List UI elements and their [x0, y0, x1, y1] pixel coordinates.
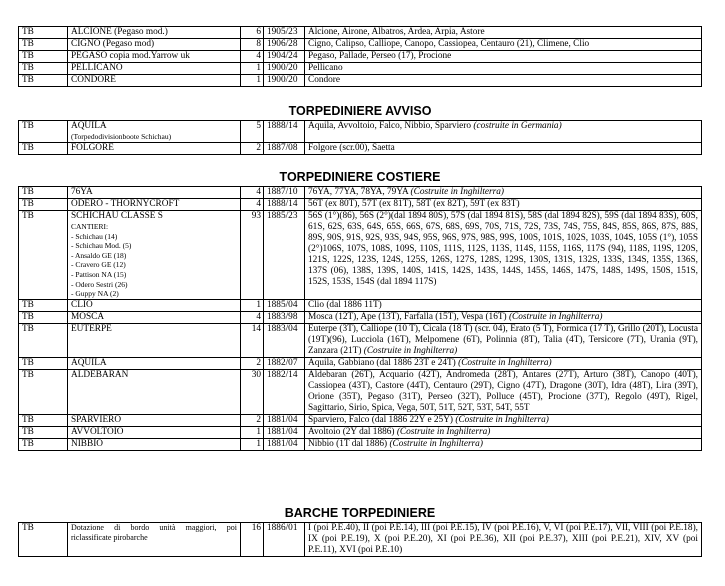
barche-table — [18, 522, 702, 557]
ships-text: Sparviero, Falco (dal 1886 22Y e 25Y) — [308, 414, 454, 425]
type-cell: TB — [19, 323, 68, 357]
class-cell: CIGNO (Pegaso mod) — [68, 39, 241, 51]
origin-note: (Costruite in Inghilterra) — [458, 357, 552, 368]
section-title-barche: BARCHE TORPEDINIERE — [284, 506, 436, 520]
origin-note: (Costruite in Inghilterra) — [363, 345, 458, 356]
class-cell: AVVOLTOIO — [68, 426, 241, 438]
shipyard-line: - Schichau (14) — [71, 231, 118, 241]
table-row — [19, 27, 702, 39]
class-cell: Dotazione di bordo unità maggiori, poi riclassificate pirobarche — [68, 523, 241, 557]
origin-note: (Costruite in Inghilterra) — [396, 426, 491, 437]
ships-cell: 56T (ex 80T), 57T (ex 81T), 58T (ex 82T), 59T (ex 83T) — [305, 199, 702, 211]
years-cell: 1885/23 — [264, 211, 305, 300]
class-cell: FOLGORE — [68, 142, 241, 154]
table-row — [19, 414, 702, 426]
table-row — [19, 187, 702, 199]
origin-note: (costruite in Germania) — [473, 121, 562, 131]
ships-cell: Pellicano — [305, 63, 702, 75]
type-cell: TB — [19, 121, 68, 143]
years-cell: 1883/98 — [264, 311, 305, 323]
type-cell: TB — [19, 523, 68, 557]
type-cell: TB — [19, 357, 68, 369]
ships-cell — [305, 414, 702, 426]
type-cell: TB — [19, 199, 68, 211]
table-row — [19, 369, 702, 414]
origin-note: (Costruite in Inghilterra) — [389, 438, 483, 449]
shipyard-line: - Cravero GE (12) — [71, 260, 126, 270]
origin-note: (Costruite in Inghilterra) — [410, 187, 505, 197]
ships-cell: Clio (dal 1886 11T) — [305, 299, 702, 311]
type-cell: TB — [19, 51, 68, 63]
years-cell: 1888/14 — [264, 199, 305, 211]
years-cell: 1881/04 — [264, 438, 305, 450]
ships-cell: Aldebaran (26T), Acquario (42T), Andromeda (28T), Antares (27T), Arturo (38T), Canopo (40T), Cassiopea (43T), Castore (44T), Centauro (29T), Cigno (47T), Dragone (30T), Idra (48T), Lira (39T), Orione (35T), Pegaso (31T), Perseo (32T), Polluce (45T), Procione (37T), Regolo (49T), Rigel, Sagittario, Sirio, Spica, Vega, 50T, 51T, 52T, 53T, 54T, 55T — [305, 369, 702, 414]
section-title-avviso: TORPEDINIERE AVVISO — [288, 104, 432, 118]
ships-cell — [305, 323, 702, 357]
count-cell: 4 — [241, 311, 264, 323]
ships-text: Euterpe (3T), Calliope (10 T), Cicala (18 T) (scr. 04), Erato (5 T), Formica (17 T), Grillo (20T), Locusta (19T)(96), Lucciola (16T), Melpomene (6T), Polinnia (8T), Talia (4T), Tersicore (7T), Urania (9T), Zanzara (21T) — [308, 323, 698, 356]
ships-cell — [305, 311, 702, 323]
table-row — [19, 323, 702, 357]
class-cell: ALCIONE (Pegaso mod.) — [68, 27, 241, 39]
ships-cell: Condore — [305, 75, 702, 87]
shipyard-line: CANTIERI: — [71, 222, 109, 231]
years-cell: 1885/04 — [264, 299, 305, 311]
count-cell: 4 — [241, 199, 264, 211]
years-cell: 1905/23 — [264, 27, 305, 39]
count-cell: 16 — [241, 523, 264, 557]
class-cell: 76YA — [68, 187, 241, 199]
count-cell: 1 — [241, 299, 264, 311]
count-cell: 1 — [241, 426, 264, 438]
shipyards-list — [71, 222, 237, 299]
type-cell: TB — [19, 27, 68, 39]
years-cell: 1900/20 — [264, 63, 305, 75]
years-cell: 1883/04 — [264, 323, 305, 357]
class-cell: EUTERPE — [68, 323, 241, 357]
count-cell: 2 — [241, 414, 264, 426]
table-row — [19, 357, 702, 369]
ships-cell — [305, 121, 702, 143]
class-cell: CLIO — [68, 299, 241, 311]
class-cell: PEGASO copia mod.Yarrow uk — [68, 51, 241, 63]
count-cell: 5 — [241, 121, 264, 143]
ships-cell — [305, 426, 702, 438]
class-cell: MOSCA — [68, 311, 241, 323]
ships-cell: 56S (1°)(86), 56S (2°)(dal 1894 80S), 57S (dal 1894 81S), 58S (dal 1894 82S), 59S (dal 1894 83S), 60S, 61S, 62S, 63S, 64S, 65S, 66S, 67S, 68S, 69S, 70S, 71S, 72S, 73S, 74S, 75S, 84S, 85S, 86S, 87S, 88S, 89S, 90S, 91S, 92S, 93S, 94S, 95S, 96S, 97S, 98S, 99S, 100S, 101S, 102S, 103S, 104S, 105S (1°), 105S (2°)106S, 107S, 108S, 109S, 110S, 111S, 112S, 113S, 114S, 115S, 116S, 117S (94), 118S, 119S, 120S, 121S, 122S, 123S, 124S, 125S, 126S, 127S, 128S, 129S, 130S, 131S, 132S, 133S, 134S, 135S, 136S, 137S (06), 138S, 139S, 140S, 141S, 142S, 143S, 144S, 145S, 146S, 147S, 148S, 149S, 150S, 151S, 152S, 153S, 154S (dal 1894 117S) — [305, 211, 702, 300]
table-row — [19, 75, 702, 87]
count-cell: 2 — [241, 357, 264, 369]
class-cell: ODERO - THORNYCROFT — [68, 199, 241, 211]
type-cell: TB — [19, 63, 68, 75]
ships-cell: Alcione, Airone, Albatros, Ardea, Arpia, Astore — [305, 27, 702, 39]
years-cell: 1886/01 — [264, 523, 305, 557]
type-cell: TB — [19, 438, 68, 450]
class-name: AQUILA — [71, 121, 107, 131]
years-cell: 1906/28 — [264, 39, 305, 51]
table-row — [19, 51, 702, 63]
class-cell — [68, 211, 241, 300]
type-cell: TB — [19, 211, 68, 300]
count-cell: 1 — [241, 438, 264, 450]
avviso-table — [18, 120, 702, 155]
years-cell: 1882/07 — [264, 357, 305, 369]
table-row — [19, 63, 702, 75]
table-row — [19, 438, 702, 450]
class-cell: CONDORE — [68, 75, 241, 87]
count-cell: 6 — [241, 27, 264, 39]
torpedo-boats-table — [18, 26, 702, 87]
shipyard-line: - Pattison NA (15) — [71, 269, 127, 279]
class-cell: NIBBIO — [68, 438, 241, 450]
count-cell: 93 — [241, 211, 264, 300]
ships-text: Mosca (12T), Ape (13T), Farfalla (15T), Vespa (16T) — [308, 311, 507, 322]
class-cell: ALDEBARAN — [68, 369, 241, 414]
table-row — [19, 299, 702, 311]
ships-text: Aquila, Avvoltoio, Falco, Nibbio, Sparviero — [308, 121, 472, 131]
class-subtitle: (Torpedodivisionboote Schichau) — [71, 132, 172, 141]
type-cell: TB — [19, 426, 68, 438]
table-row — [19, 523, 702, 557]
section-title-costiere: TORPEDINIERE COSTIERE — [279, 170, 441, 184]
years-cell: 1887/08 — [264, 142, 305, 154]
years-cell: 1900/20 — [264, 75, 305, 87]
years-cell: 1888/14 — [264, 121, 305, 143]
count-cell: 2 — [241, 142, 264, 154]
ships-text: 76YA, 77YA, 78YA, 79YA — [308, 187, 409, 197]
table-row — [19, 142, 702, 154]
table-row — [19, 39, 702, 51]
years-cell: 1881/04 — [264, 414, 305, 426]
origin-note: (Costruite in Inghilterra) — [455, 414, 549, 425]
ships-cell: I (poi P.E.40), II (poi P.E.14), III (poi P.E.15), IV (poi P.E.16), V, VI (poi P.E.17), VII, VIII (poi P.E.18), IX (poi P.E.19), X (poi P.E.20), XI (poi P.E.36), XII (poi P.E.37), XIII (poi P.E.21), XIV, XV (poi P.E.11), XVI (poi P.E.10) — [305, 523, 702, 557]
shipyard-line: - Ansaldo GE (18) — [71, 250, 127, 260]
ships-cell: Cigno, Calipso, Calliope, Canopo, Cassiopea, Centauro (21), Climene, Clio — [305, 39, 702, 51]
ships-cell — [305, 187, 702, 199]
type-cell: TB — [19, 142, 68, 154]
type-cell: TB — [19, 369, 68, 414]
class-cell: SPARVIERO — [68, 414, 241, 426]
ships-cell — [305, 357, 702, 369]
type-cell: TB — [19, 414, 68, 426]
count-cell: 1 — [241, 75, 264, 87]
count-cell: 8 — [241, 39, 264, 51]
count-cell: 1 — [241, 63, 264, 75]
count-cell: 30 — [241, 369, 264, 414]
shipyard-line: - Odero Sestri (26) — [71, 279, 128, 289]
shipyard-line: - Schichau Mod. (5) — [71, 241, 132, 251]
years-cell: 1881/04 — [264, 426, 305, 438]
type-cell: TB — [19, 311, 68, 323]
count-cell: 14 — [241, 323, 264, 357]
type-cell: TB — [19, 299, 68, 311]
table-row — [19, 199, 702, 211]
count-cell: 4 — [241, 187, 264, 199]
table-row — [19, 426, 702, 438]
class-cell: PELLICANO — [68, 63, 241, 75]
type-cell: TB — [19, 75, 68, 87]
years-cell: 1904/24 — [264, 51, 305, 63]
costiere-table — [18, 186, 702, 451]
ships-cell — [305, 438, 702, 450]
table-row — [19, 121, 702, 143]
years-cell: 1887/10 — [264, 187, 305, 199]
type-cell: TB — [19, 187, 68, 199]
years-cell: 1882/14 — [264, 369, 305, 414]
ships-text: Nibbio (1T dal 1886) — [308, 438, 388, 449]
count-cell: 4 — [241, 51, 264, 63]
shipyard-line: - Guppy NA (2) — [71, 289, 119, 299]
origin-note: (Costruite in Inghilterra) — [508, 311, 603, 322]
table-row — [19, 311, 702, 323]
type-cell: TB — [19, 39, 68, 51]
table-row — [19, 211, 702, 300]
ships-cell: Pegaso, Pallade, Perseo (17), Procione — [305, 51, 702, 63]
ships-cell: Folgore (scr.00), Saetta — [305, 142, 702, 154]
class-cell: AQUILA — [68, 357, 241, 369]
class-cell — [68, 121, 241, 143]
ships-text: Avoltoio (2Y dal 1886) — [308, 426, 395, 437]
ships-text: Aquila, Gabbiano (dal 1886 23T e 24T) — [308, 357, 456, 368]
class-name: SCHICHAU CLASSE S — [71, 211, 163, 221]
